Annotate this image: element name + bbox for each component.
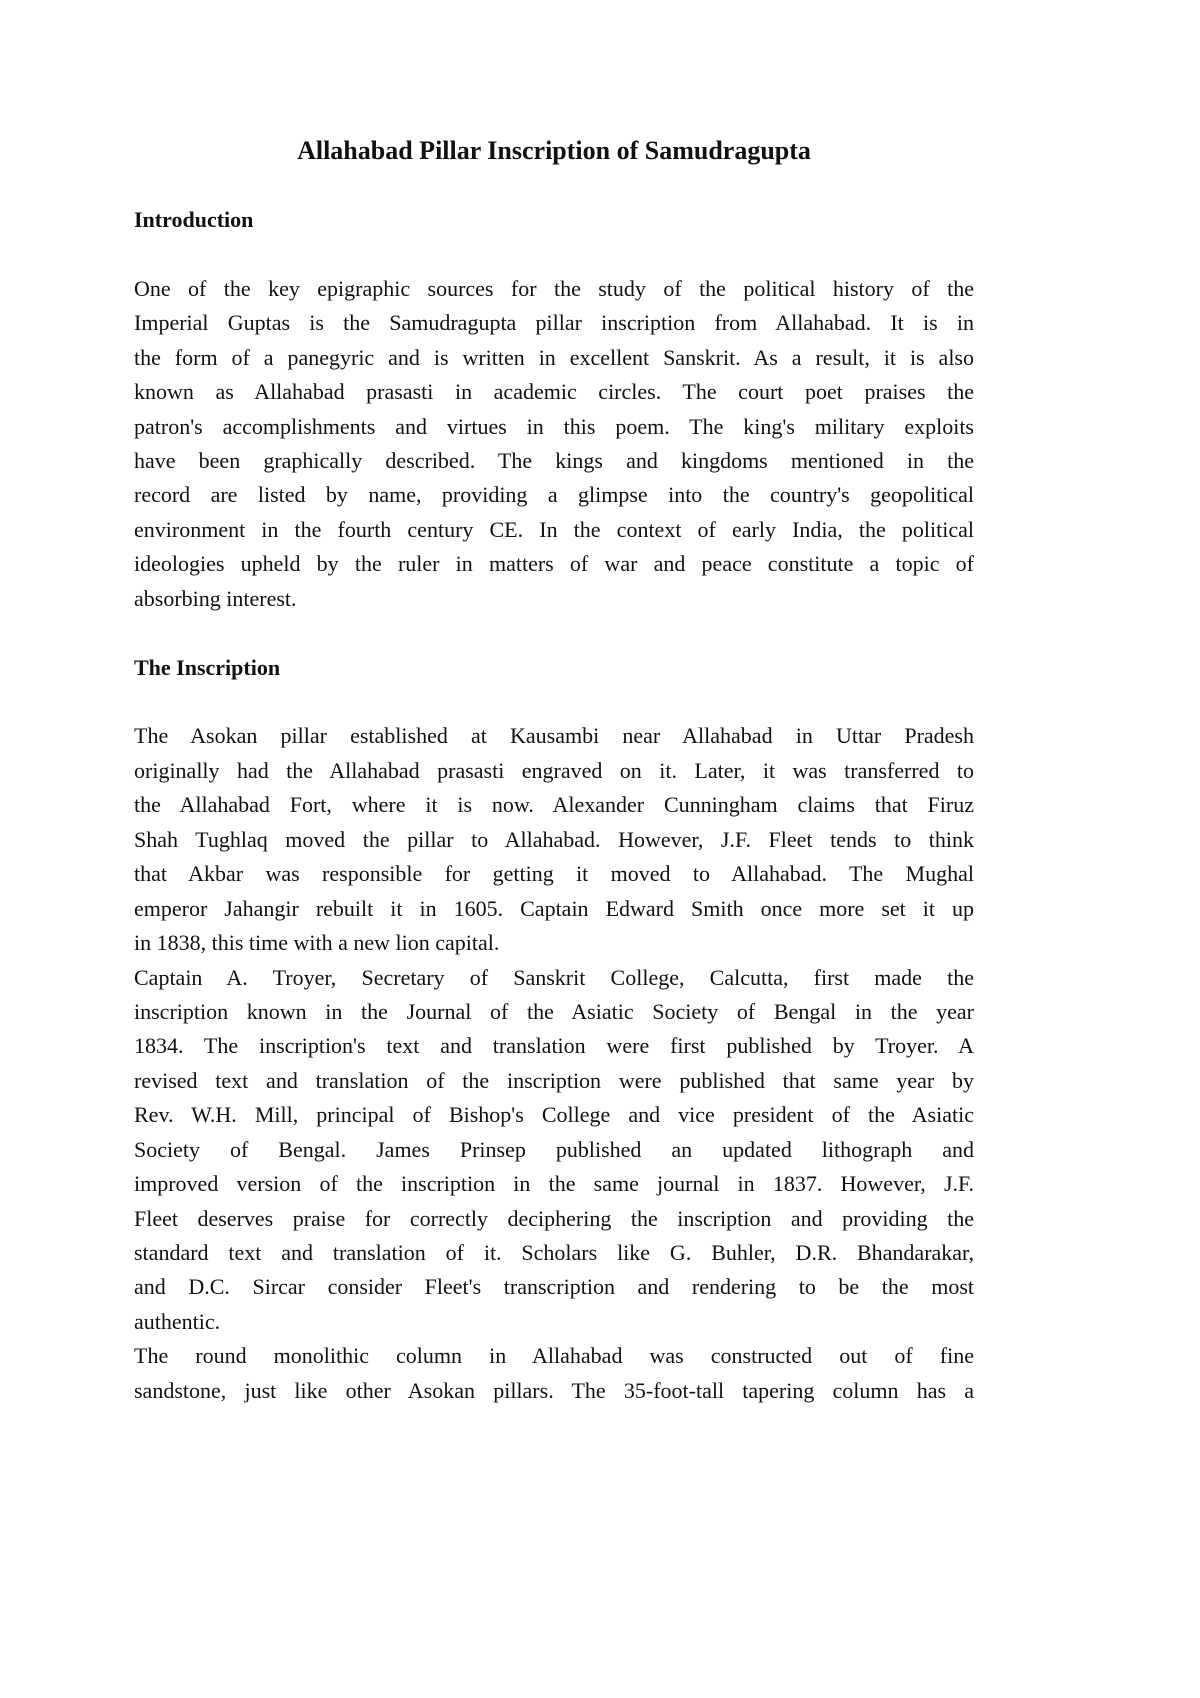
text-line: Shah Tughlaq moved the pillar to Allahabad. However, J.F. Fleet tends to think (134, 826, 974, 852)
section-heading: The Inscription (134, 654, 281, 680)
text-line: Imperial Guptas is the Samudragupta pillar inscription from Allahabad. It is in (134, 310, 974, 336)
document-title: Allahabad Pillar Inscription of Samudragupta (297, 136, 811, 165)
text-line: patron's accomplishments and virtues in this poem. The king's military exploits (134, 413, 974, 439)
paragraph (134, 719, 974, 960)
text-line: standard text and translation of it. Scholars like G. Buhler, D.R. Bhandarakar, (134, 1240, 974, 1265)
text-line: emperor Jahangir rebuilt it in 1605. Captain Edward Smith once more set it up (134, 895, 974, 921)
text-line: sandstone, just like other Asokan pillars. The 35-foot-tall tapering column has a (134, 1377, 974, 1403)
text-line: known as Allahabad prasasti in academic circles. The court poet praises the (134, 379, 974, 405)
text-line: absorbing interest. (134, 585, 297, 611)
text-line: environment in the fourth century CE. In the context of early India, the political (134, 516, 974, 542)
text-line: and D.C. Sircar consider Fleet's transcription and rendering to be the most (134, 1274, 974, 1300)
section-heading: Introduction (134, 206, 254, 232)
text-line: Fleet deserves praise for correctly deciphering the inscription and providing the (134, 1205, 974, 1231)
text-line: in 1838, this time with a new lion capital. (134, 930, 500, 956)
text-line: that Akbar was responsible for getting it moved to Allahabad. The Mughal (134, 861, 974, 887)
text-line: revised text and translation of the inscription were published that same year by (134, 1067, 974, 1093)
spacer (134, 616, 974, 650)
text-line: authentic. (134, 1308, 221, 1334)
text-line: originally had the Allahabad prasasti engraved on it. Later, it was transferred to (134, 757, 974, 783)
text-line: The round monolithic column in Allahabad was constructed out of fine (134, 1343, 974, 1369)
text-line: the form of a panegyric and is written in excellent Sanskrit. As a result, it is also (134, 344, 974, 370)
text-line: 1834. The inscription's text and translation were first published by Troyer. A (134, 1033, 974, 1059)
text-line: record are listed by name, providing a glimpse into the country's geopolitical (134, 482, 974, 508)
text-line: One of the key epigraphic sources for the study of the political history of the (134, 275, 974, 301)
text-line: Society of Bengal. James Prinsep published an updated lithograph and (134, 1136, 974, 1162)
text-line: have been graphically described. The kings and kingdoms mentioned in the (134, 447, 974, 473)
text-line: The Asokan pillar established at Kausambi near Allahabad in Uttar Pradesh (134, 723, 974, 749)
text-line: the Allahabad Fort, where it is now. Alexander Cunningham claims that Firuz (134, 792, 974, 818)
spacer (134, 237, 974, 271)
text-line: improved version of the inscription in the same journal in 1837. However, J.F. (134, 1171, 974, 1197)
paragraph (134, 1339, 974, 1408)
spacer (134, 685, 974, 719)
spacer (134, 168, 974, 202)
text-line: ideologies upheld by the ruler in matters of war and peace constitute a topic of (134, 551, 974, 577)
text-line: Captain A. Troyer, Secretary of Sanskrit College, Calcutta, first made the (134, 964, 974, 990)
text-line: inscription known in the Journal of the Asiatic Society of Bengal in the year (134, 998, 974, 1024)
paragraph (134, 272, 974, 616)
text-line: Rev. W.H. Mill, principal of Bishop's College and vice president of the Asiatic (134, 1102, 974, 1128)
paragraph (134, 961, 974, 1340)
document-page (134, 134, 974, 1408)
